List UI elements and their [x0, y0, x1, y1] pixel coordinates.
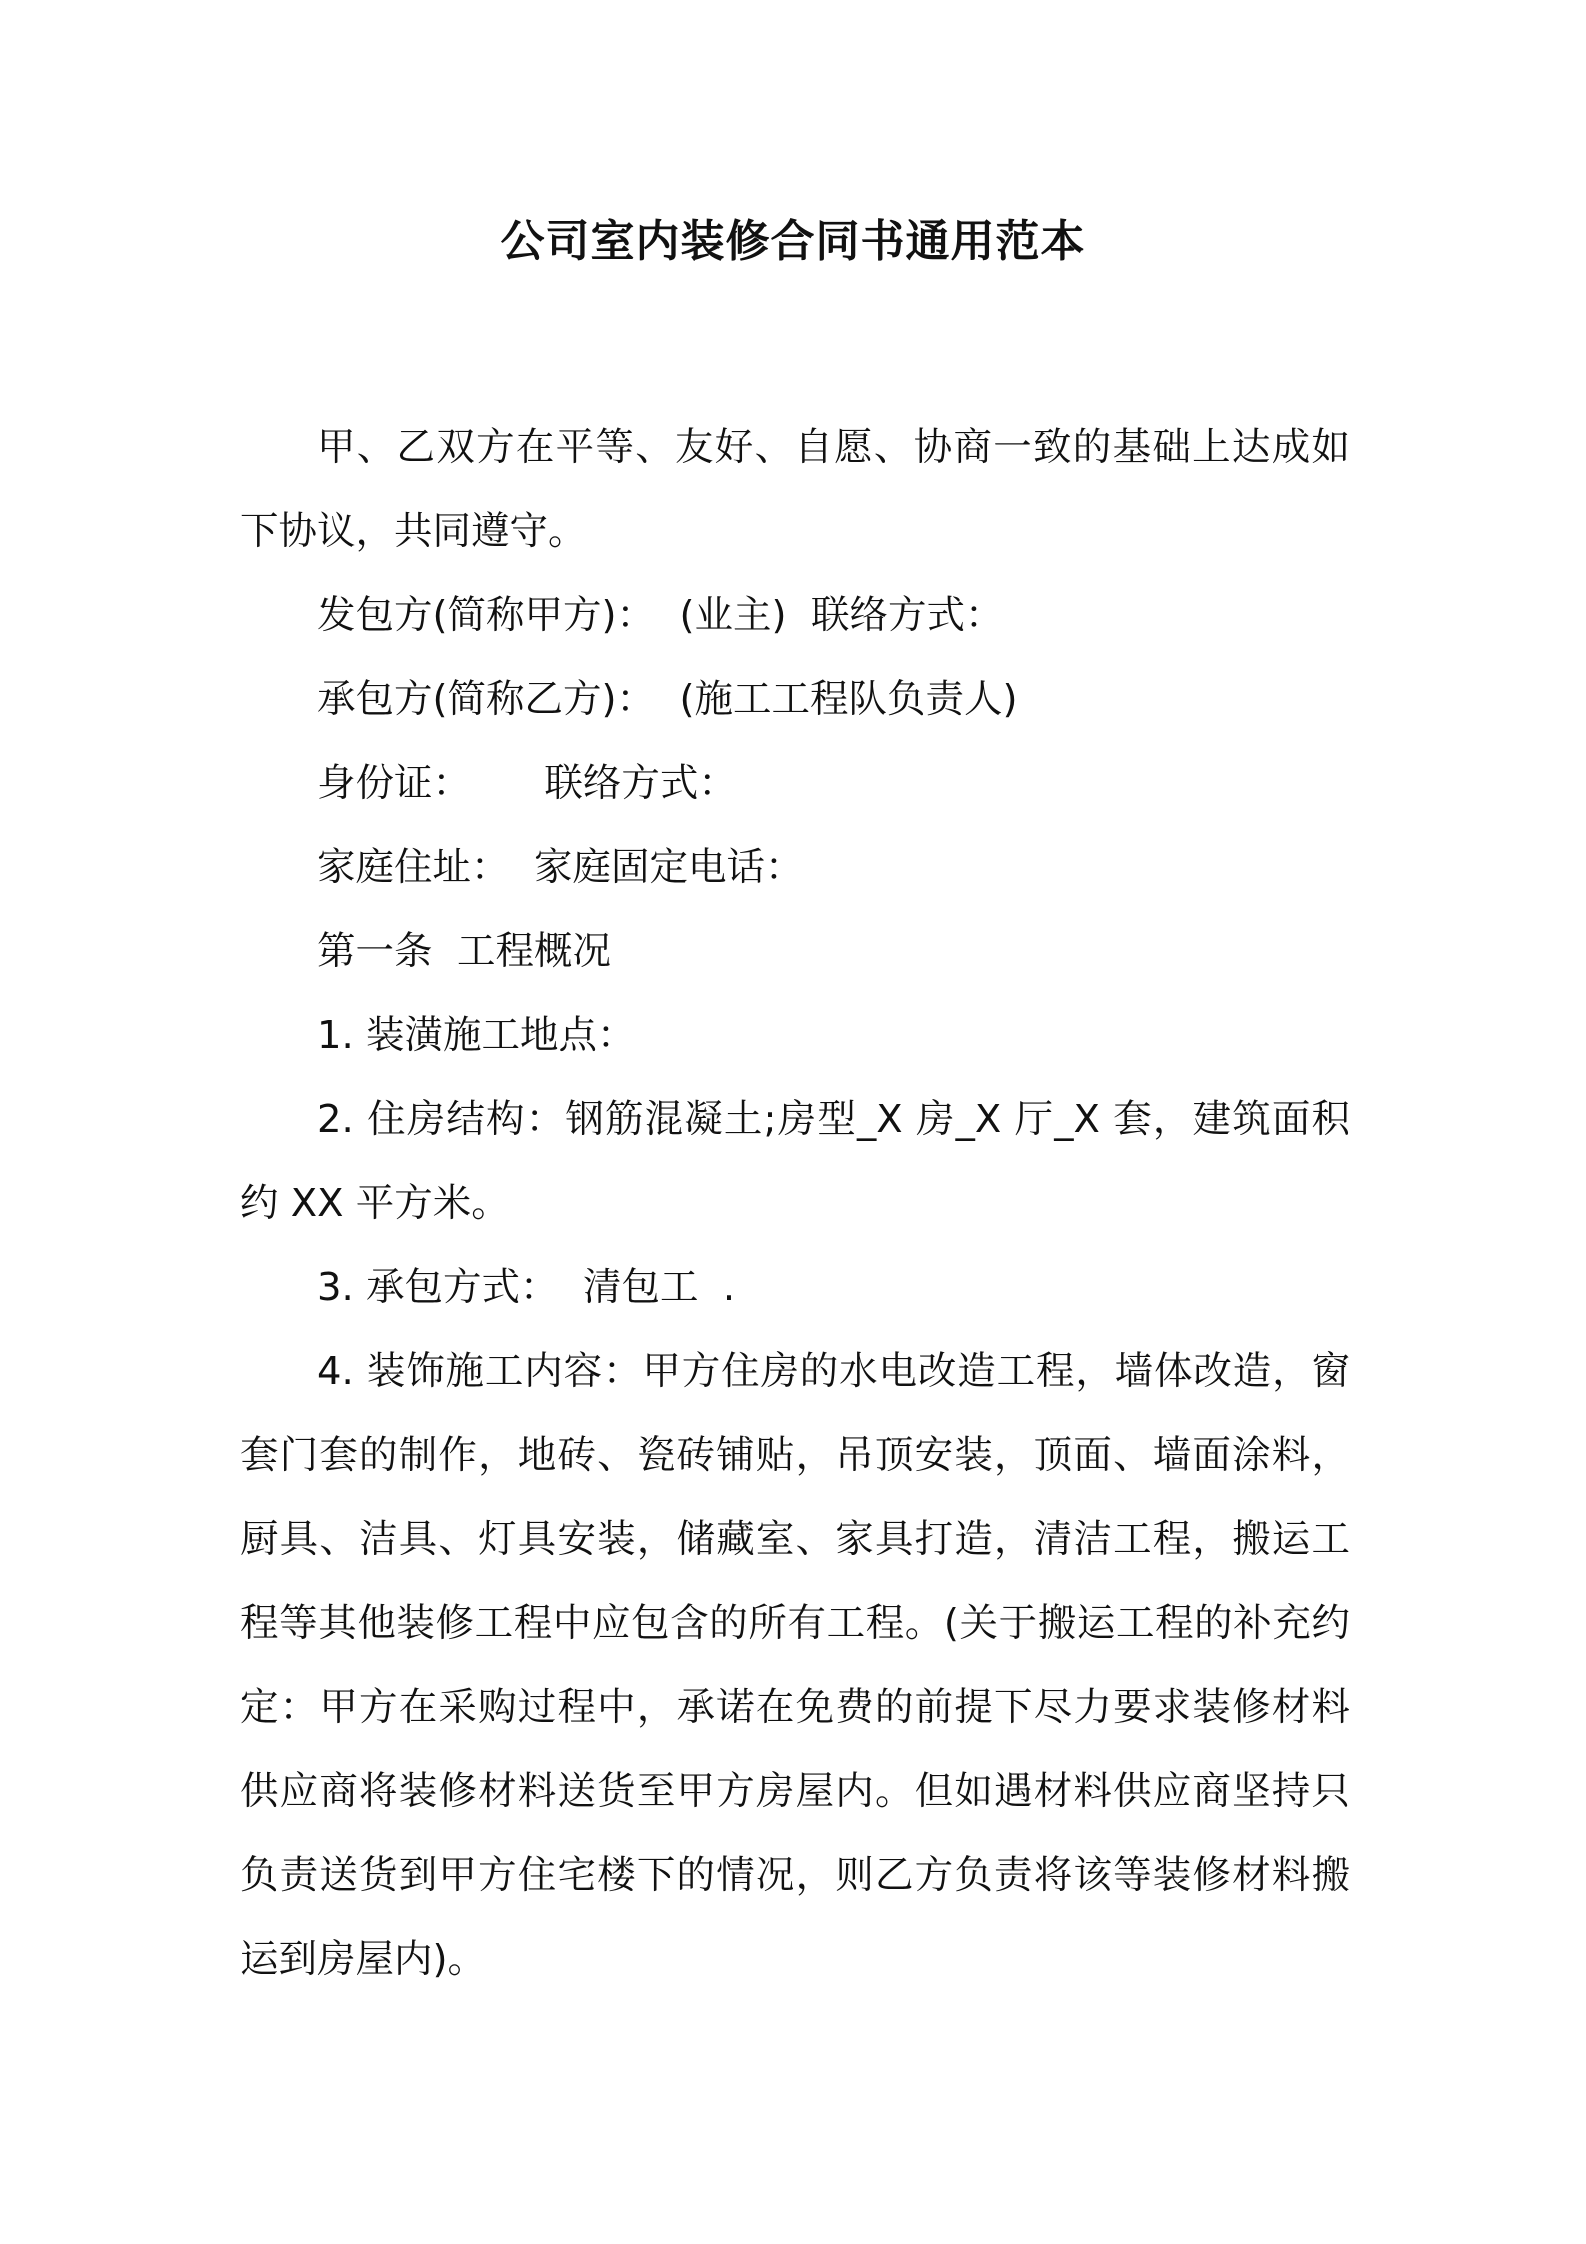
- document-title: 公司室内装修合同书通用范本: [500, 216, 1086, 267]
- party-b-line: 承包方(简称乙方)： (施工工程队负责人): [317, 677, 1018, 722]
- document-body: [240, 406, 1350, 2002]
- item-1-construction-site: 1. 装潢施工地点：: [317, 1013, 636, 1058]
- item-2-housing-structure: 2. 住房结构：钢筋混凝土;房型_X 房_X 厅_X 套，建筑面积约 XX 平方米。: [240, 1097, 1350, 1226]
- id-card-line: 身份证： 联络方式：: [317, 761, 737, 806]
- party-a-line: 发包方(简称甲方)： (业主) 联络方式：: [317, 593, 1004, 638]
- home-address-line: 家庭住址： 家庭固定电话：: [317, 845, 804, 890]
- intro-paragraph: 甲、乙双方在平等、友好、自愿、协商一致的基础上达成如下协议，共同遵守。: [240, 425, 1350, 554]
- item-3-contract-mode: 3. 承包方式： 清包工 .: [317, 1265, 736, 1310]
- item-4-construction-content: 4. 装饰施工内容：甲方住房的水电改造工程，墙体改造，窗套门套的制作，地砖、瓷砖铺贴，吊顶安装，顶面、墙面涂料，厨具、洁具、灯具安装，储藏室、家具打造，清洁工程，搬运工程等其他装修工程中应包含的所有工程。(关于搬运工程的补充约定：甲方在采购过程中，承诺在免费的前提下尽力要求装修材料供应商将装修材料送货至甲方房屋内。但如遇材料供应商坚持只负责送货到甲方住宅楼下的情况，则乙方负责将该等装修材料搬运到房屋内)。: [240, 1349, 1350, 1982]
- article-1-heading: 第一条 工程概况: [317, 929, 611, 974]
